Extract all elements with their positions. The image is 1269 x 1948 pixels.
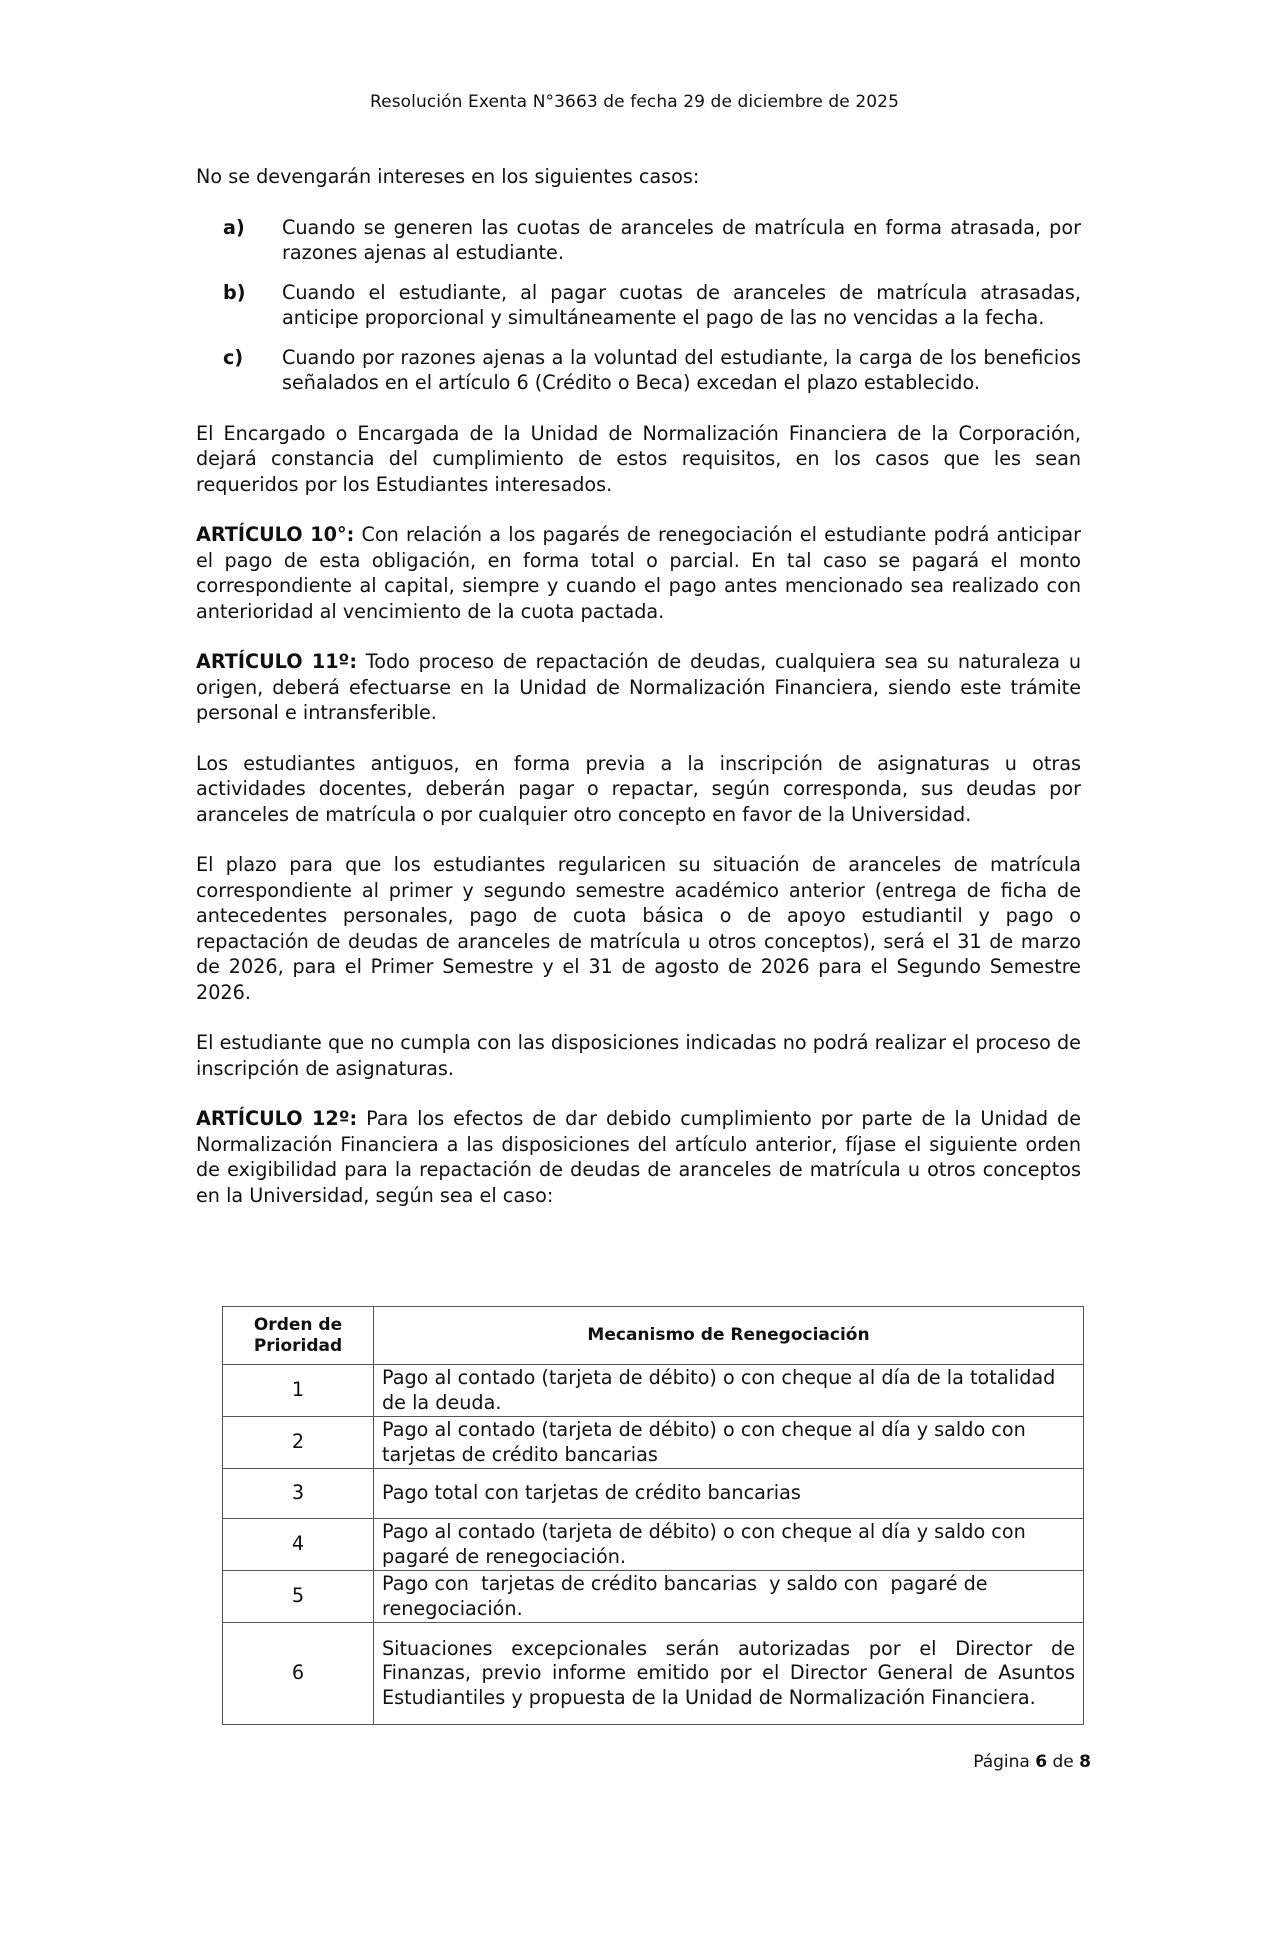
list-item-text: Cuando el estudiante, al pagar cuotas de aranceles de matrícula atrasadas, anticipe proporcional y simultáneamente el pago de las no vencidas a la fecha. — [282, 280, 1081, 329]
article-10 — [196, 522, 1081, 624]
article-12 — [196, 1106, 1081, 1208]
article-10-label: ARTÍCULO 10°: — [196, 523, 355, 546]
order-cell: 6 — [223, 1623, 374, 1725]
list-item-label: b) — [223, 280, 246, 304]
article-10-text: Con relación a los pagarés de renegociación el estudiante podrá anticipar el pago de esta obligación, en forma total o parcial. En tal caso se pagará el monto correspondiente al capital, siempre y cuando el pago antes mencionado sea realizado con anterioridad al vencimiento de la cuota pactada. — [196, 523, 1081, 623]
article-12-label: ARTÍCULO 12º: — [196, 1107, 358, 1130]
table-header-row — [223, 1307, 1084, 1365]
order-cell: 3 — [223, 1469, 374, 1519]
list-item-text: Cuando por razones ajenas a la voluntad del estudiante, la carga de los beneficios señalados en el artículo 6 (Crédito o Beca) excedan el plazo establecido. — [282, 345, 1081, 394]
priority-table — [222, 1306, 1084, 1725]
order-cell: 5 — [223, 1571, 374, 1623]
encargado-paragraph: El Encargado o Encargada de la Unidad de Normalización Financiera de la Corporación, dejará constancia del cumplimiento de estos requisitos, en los casos que les sean requeridos por los Estudiantes interesados. — [196, 421, 1081, 496]
page-prefix: Página — [973, 1752, 1036, 1772]
intro-paragraph: No se devengarán intereses en los siguientes casos: — [196, 165, 700, 188]
page-number — [973, 1752, 1091, 1772]
total-pages: 8 — [1079, 1752, 1091, 1772]
mechanism-cell: Pago total con tarjetas de crédito bancarias — [374, 1469, 1084, 1519]
table-row — [223, 1519, 1084, 1571]
table-row — [223, 1365, 1084, 1417]
list-item-label: a) — [223, 215, 245, 239]
table-row — [223, 1623, 1084, 1725]
table-row — [223, 1571, 1084, 1623]
list-item — [196, 215, 1081, 266]
column-header-mechanism: Mecanismo de Renegociación — [374, 1307, 1084, 1365]
order-cell: 1 — [223, 1365, 374, 1417]
list-item-text: Cuando se generen las cuotas de aranceles de matrícula en forma atrasada, por razones ajenas al estudiante. — [282, 215, 1081, 264]
mechanism-cell: Pago con tarjetas de crédito bancarias y saldo con pagaré de renegociación. — [374, 1571, 1084, 1623]
article-11-text: Todo proceso de repactación de deudas, cualquiera sea su naturaleza u origen, deberá efectuarse en la Unidad de Normalización Financiera, siendo este trámite personal e intransferible. — [196, 650, 1081, 724]
incumple-paragraph: El estudiante que no cumpla con las disposiciones indicadas no podrá realizar el proceso de inscripción de asignaturas. — [196, 1031, 1081, 1080]
antiguos-paragraph: Los estudiantes antiguos, en forma previa a la inscripción de asignaturas u otras actividades docentes, deberán pagar o repactar, según corresponda, sus deudas por aranceles de matrícula o por cualquier otro concepto en favor de la Universidad. — [196, 751, 1081, 826]
article-12-text: Para los efectos de dar debido cumplimiento por parte de la Unidad de Normalización Financiera a las disposiciones del artículo anterior, fíjase el siguiente orden de exigibilidad para la repactación de deudas de aranceles de matrícula u otros conceptos en la Universidad, según sea el caso: — [196, 1107, 1081, 1207]
mechanism-cell: Pago al contado (tarjeta de débito) o con cheque al día y saldo con pagaré de renegociación. — [374, 1519, 1084, 1571]
table-row — [223, 1417, 1084, 1469]
document-body — [196, 164, 1081, 1233]
document-header: Resolución Exenta N°3663 de fecha 29 de diciembre de 2025 — [369, 92, 899, 112]
mechanism-cell: Pago al contado (tarjeta de débito) o con cheque al día de la totalidad de la deuda. — [374, 1365, 1084, 1417]
order-cell: 2 — [223, 1417, 374, 1469]
article-11-label: ARTÍCULO 11º: — [196, 650, 358, 673]
list-item — [196, 345, 1081, 396]
list-item-label: c) — [223, 345, 244, 369]
column-header-order: Orden de Prioridad — [223, 1307, 374, 1365]
mechanism-cell: Situaciones excepcionales serán autorizadas por el Director de Finanzas, previo informe emitido por el Director General de Asuntos Estudiantiles y propuesta de la Unidad de Normalización Financiera. — [374, 1623, 1084, 1725]
order-cell: 4 — [223, 1519, 374, 1571]
current-page: 6 — [1035, 1752, 1048, 1772]
page-separator: de — [1047, 1752, 1080, 1772]
mechanism-cell: Pago al contado (tarjeta de débito) o con cheque al día y saldo con tarjetas de crédito bancarias — [374, 1417, 1084, 1469]
list-item — [196, 280, 1081, 331]
article-11 — [196, 649, 1081, 726]
table-row — [223, 1469, 1084, 1519]
plazo-paragraph: El plazo para que los estudiantes regularicen su situación de aranceles de matrícula correspondiente al primer y segundo semestre académico anterior (entrega de ficha de antecedentes personales, pago de cuota básica o de apoyo estudiantil y pago o repactación de deudas de aranceles de matrícula u otros conceptos), será el 31 de marzo de 2026, para el Primer Semestre y el 31 de agosto de 2026 para el Segundo Semestre 2026. — [196, 853, 1081, 1004]
exceptions-list — [196, 215, 1081, 396]
